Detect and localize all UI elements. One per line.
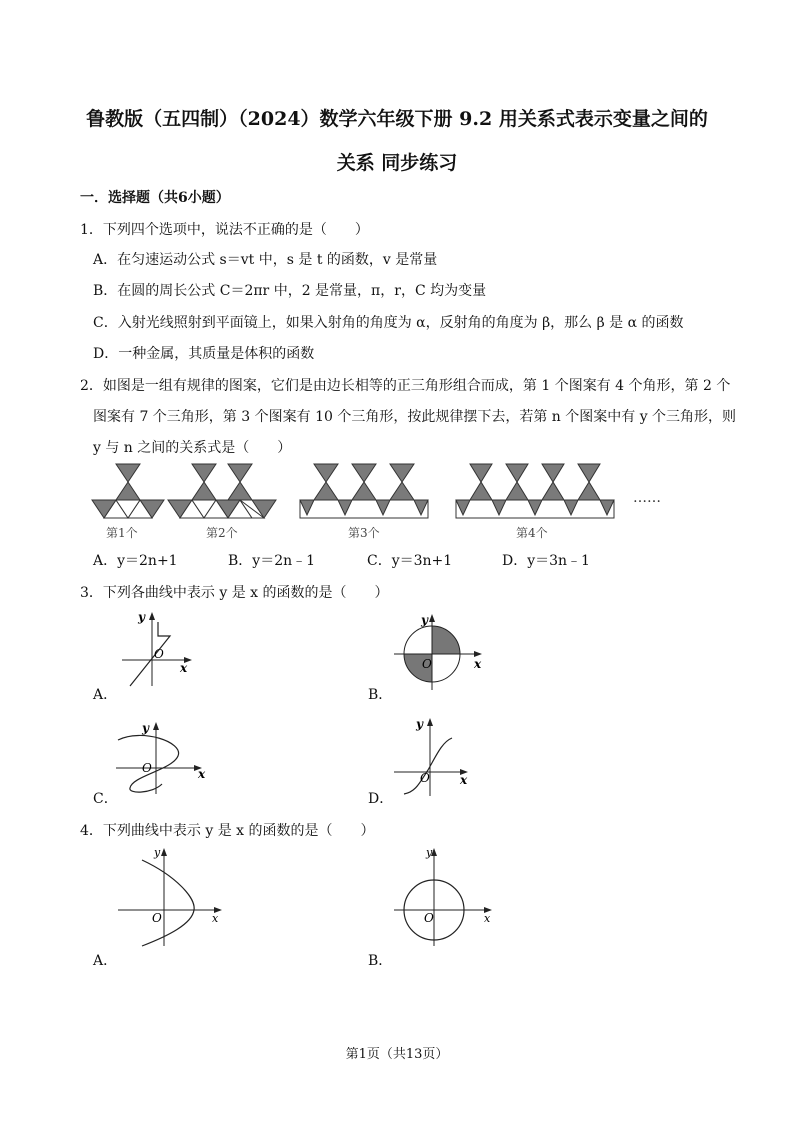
axis-x-label: x <box>484 912 491 925</box>
question-3-option-b: B． <box>368 687 393 703</box>
question-1-option-a: A．在匀速运动公式 s＝vt 中，s 是 t 的函数，v 是常量 <box>93 252 438 268</box>
axis-x-label: x <box>180 661 188 675</box>
question-3-graph-b <box>390 612 490 694</box>
document-title-line1: 鲁教版（五四制）（2024）数学六年级下册 9.2 用关系式表示变量之间的 <box>86 108 708 130</box>
pattern-2 <box>168 464 276 518</box>
pattern-label-2: 第2个 <box>206 526 238 540</box>
question-3-graph-c <box>112 718 212 798</box>
axis-y-label: y <box>416 717 423 731</box>
axis-y-label: y <box>426 846 433 859</box>
question-4-graph-a <box>112 842 232 950</box>
axis-y-label: y <box>421 613 428 627</box>
triangle-pattern-figure <box>90 460 670 545</box>
question-2-option-a: A．y＝2n+1 <box>93 553 178 569</box>
question-2-stem-line2: 图案有 7 个三角形，第 3 个图案有 10 个三角形，按此规律摆下去，若第 n 个图案中有 y 个三角形，则 <box>93 409 737 425</box>
question-2-option-d: D．y＝3n﹣1 <box>502 553 590 569</box>
question-4-option-a: A． <box>93 953 118 969</box>
question-2-option-c: C．y＝3n+1 <box>367 553 453 569</box>
pattern-4 <box>456 464 614 518</box>
origin-label: O <box>424 911 434 925</box>
origin-label: O <box>152 911 162 925</box>
pattern-label-3: 第3个 <box>348 526 380 540</box>
question-1-option-b: B．在圆的周长公式 C＝2πr 中，2 是常量，π，r，C 均为变量 <box>93 283 487 299</box>
section-heading: 一．选择题（共6小题） <box>80 190 230 206</box>
question-1-stem: 1．下列四个选项中，说法不正确的是（ ） <box>80 222 369 238</box>
axis-y-label: y <box>154 846 161 859</box>
origin-label: O <box>420 771 430 785</box>
question-1-option-c: C．入射光线照射到平面镜上，如果入射角的角度为 α，反射角的角度为 β，那么 β 是 α 的函数 <box>93 315 684 331</box>
question-3-graph-d <box>390 712 480 798</box>
question-4-option-b: B． <box>368 953 393 969</box>
axis-x-label: x <box>198 767 206 781</box>
question-3-option-a: A． <box>93 687 118 703</box>
origin-label: O <box>422 657 432 671</box>
question-4-graph-b <box>388 842 508 950</box>
axis-x-label: x <box>474 657 482 671</box>
question-3-graph-a <box>118 610 198 690</box>
question-2-stem-line3: y 与 n 之间的关系式是（ ） <box>93 440 292 456</box>
question-3-option-d: D． <box>368 791 394 807</box>
document-title-line2: 关系 同步练习 <box>336 152 458 174</box>
pattern-label-4: 第4个 <box>516 526 548 540</box>
question-3-stem: 3．下列各曲线中表示 y 是 x 的函数的是（ ） <box>80 585 389 601</box>
pattern-3 <box>300 464 428 518</box>
pattern-label-1: 第1个 <box>106 526 138 540</box>
question-2-option-b: B．y＝2n﹣1 <box>228 553 316 569</box>
axis-y-label: y <box>142 721 149 735</box>
question-1-option-d: D．一种金属，其质量是体积的函数 <box>93 346 315 362</box>
pattern-1 <box>92 464 164 518</box>
question-4-stem: 4．下列曲线中表示 y 是 x 的函数的是（ ） <box>80 823 375 839</box>
pattern-ellipsis: …… <box>633 490 661 506</box>
axis-y-label: y <box>138 610 145 624</box>
page-footer: 第1页（共13页） <box>345 1047 449 1062</box>
axis-x-label: x <box>460 773 468 787</box>
question-2-stem-line1: 2．如图是一组有规律的图案，它们是由边长相等的正三角形组合而成，第 1 个图案有 4 个角形，第 2 个 <box>80 378 731 394</box>
origin-label: O <box>142 761 152 775</box>
axis-x-label: x <box>212 912 219 925</box>
origin-label: O <box>154 647 164 661</box>
question-3-option-c: C． <box>93 791 118 807</box>
